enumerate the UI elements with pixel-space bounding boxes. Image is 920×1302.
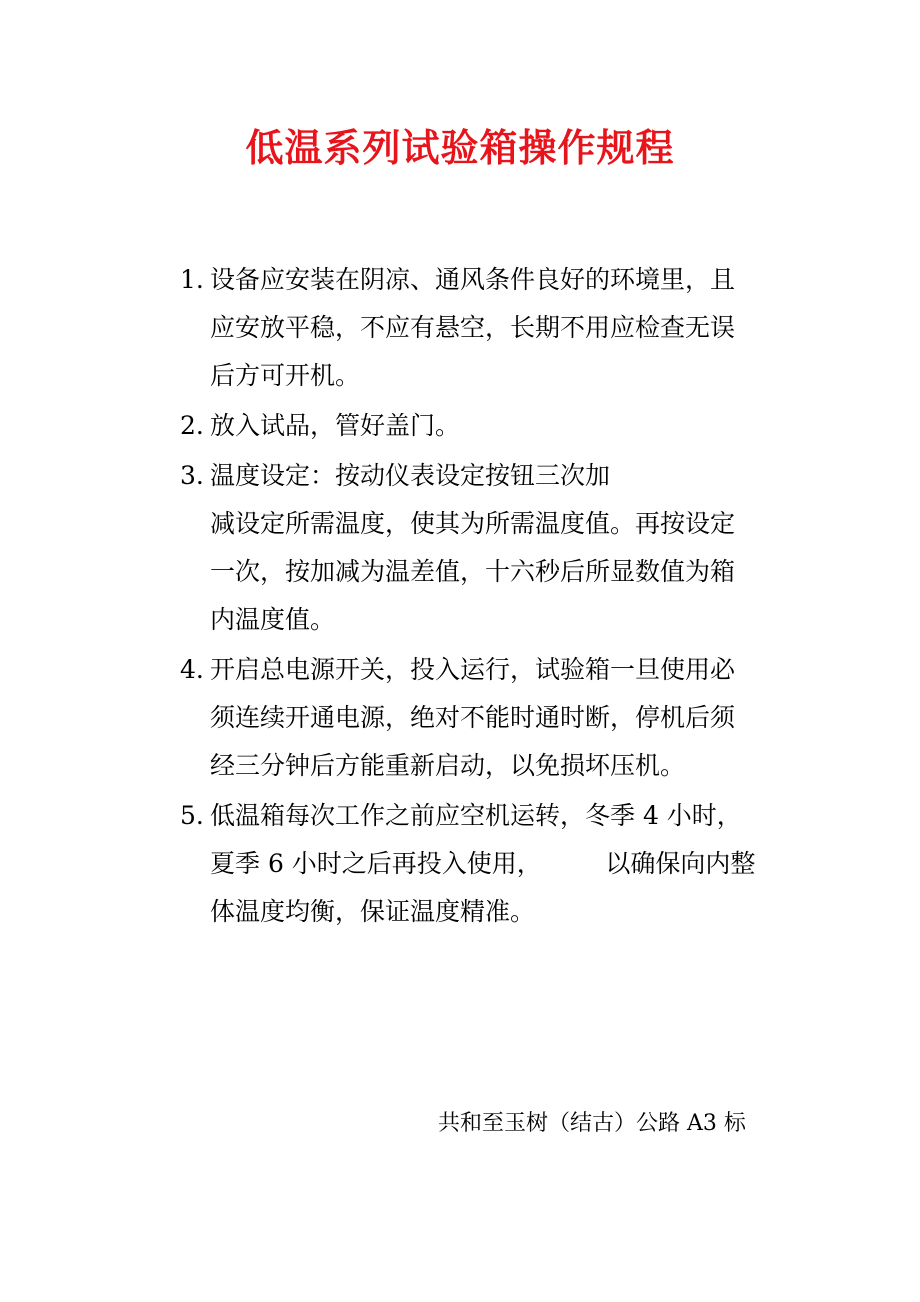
list-item (180, 402, 800, 450)
page-title: 低温系列试验箱操作规程 (245, 126, 675, 170)
item-line: 减设定所需温度，使其为所需温度值。再按设定 (210, 509, 736, 538)
item-line: 开启总电源开关，投入运行，试验箱一旦使用必 (210, 655, 736, 684)
item-line: 应安放平稳，不应有悬空，长期不用应检查无误 (210, 313, 736, 342)
item-line: 一次，按加减为温差值，十六秒后所显数值为箱 (210, 557, 736, 586)
item-line: 后方可开机。 (210, 361, 361, 390)
list-item (180, 792, 800, 936)
item-line: 须连续开通电源，绝对不能时通时断，停机后须 (210, 703, 736, 732)
list-item (180, 452, 800, 644)
item-number: 4. (180, 655, 204, 684)
item-number: 2. (180, 411, 204, 440)
item-line: 低温箱每次工作之前应空机运转，冬季 4 小时， (210, 801, 742, 830)
item-number: 5. (180, 801, 204, 830)
list-item (180, 646, 800, 790)
item-number: 3. (180, 461, 204, 490)
item-line: 温度设定：按动仪表设定按钮三次加 (210, 461, 611, 490)
item-number: 1. (180, 265, 204, 294)
item-line: 内温度值。 (210, 605, 336, 634)
procedure-list (180, 256, 800, 938)
item-line: 设备应安装在阴凉、通风条件良好的环境里，且 (210, 265, 736, 294)
item-line: 夏季 6 小时之后再投入使用， 以确保向内整 (210, 849, 756, 878)
footer-project-name: 共和至玉树（结古）公路 A3 标 (438, 1111, 746, 1136)
item-line: 体温度均衡，保证温度精准。 (210, 897, 536, 926)
list-item (180, 256, 800, 400)
item-line: 放入试品，管好盖门。 (210, 411, 461, 440)
item-line: 经三分钟后方能重新启动，以免损坏压机。 (210, 751, 686, 780)
